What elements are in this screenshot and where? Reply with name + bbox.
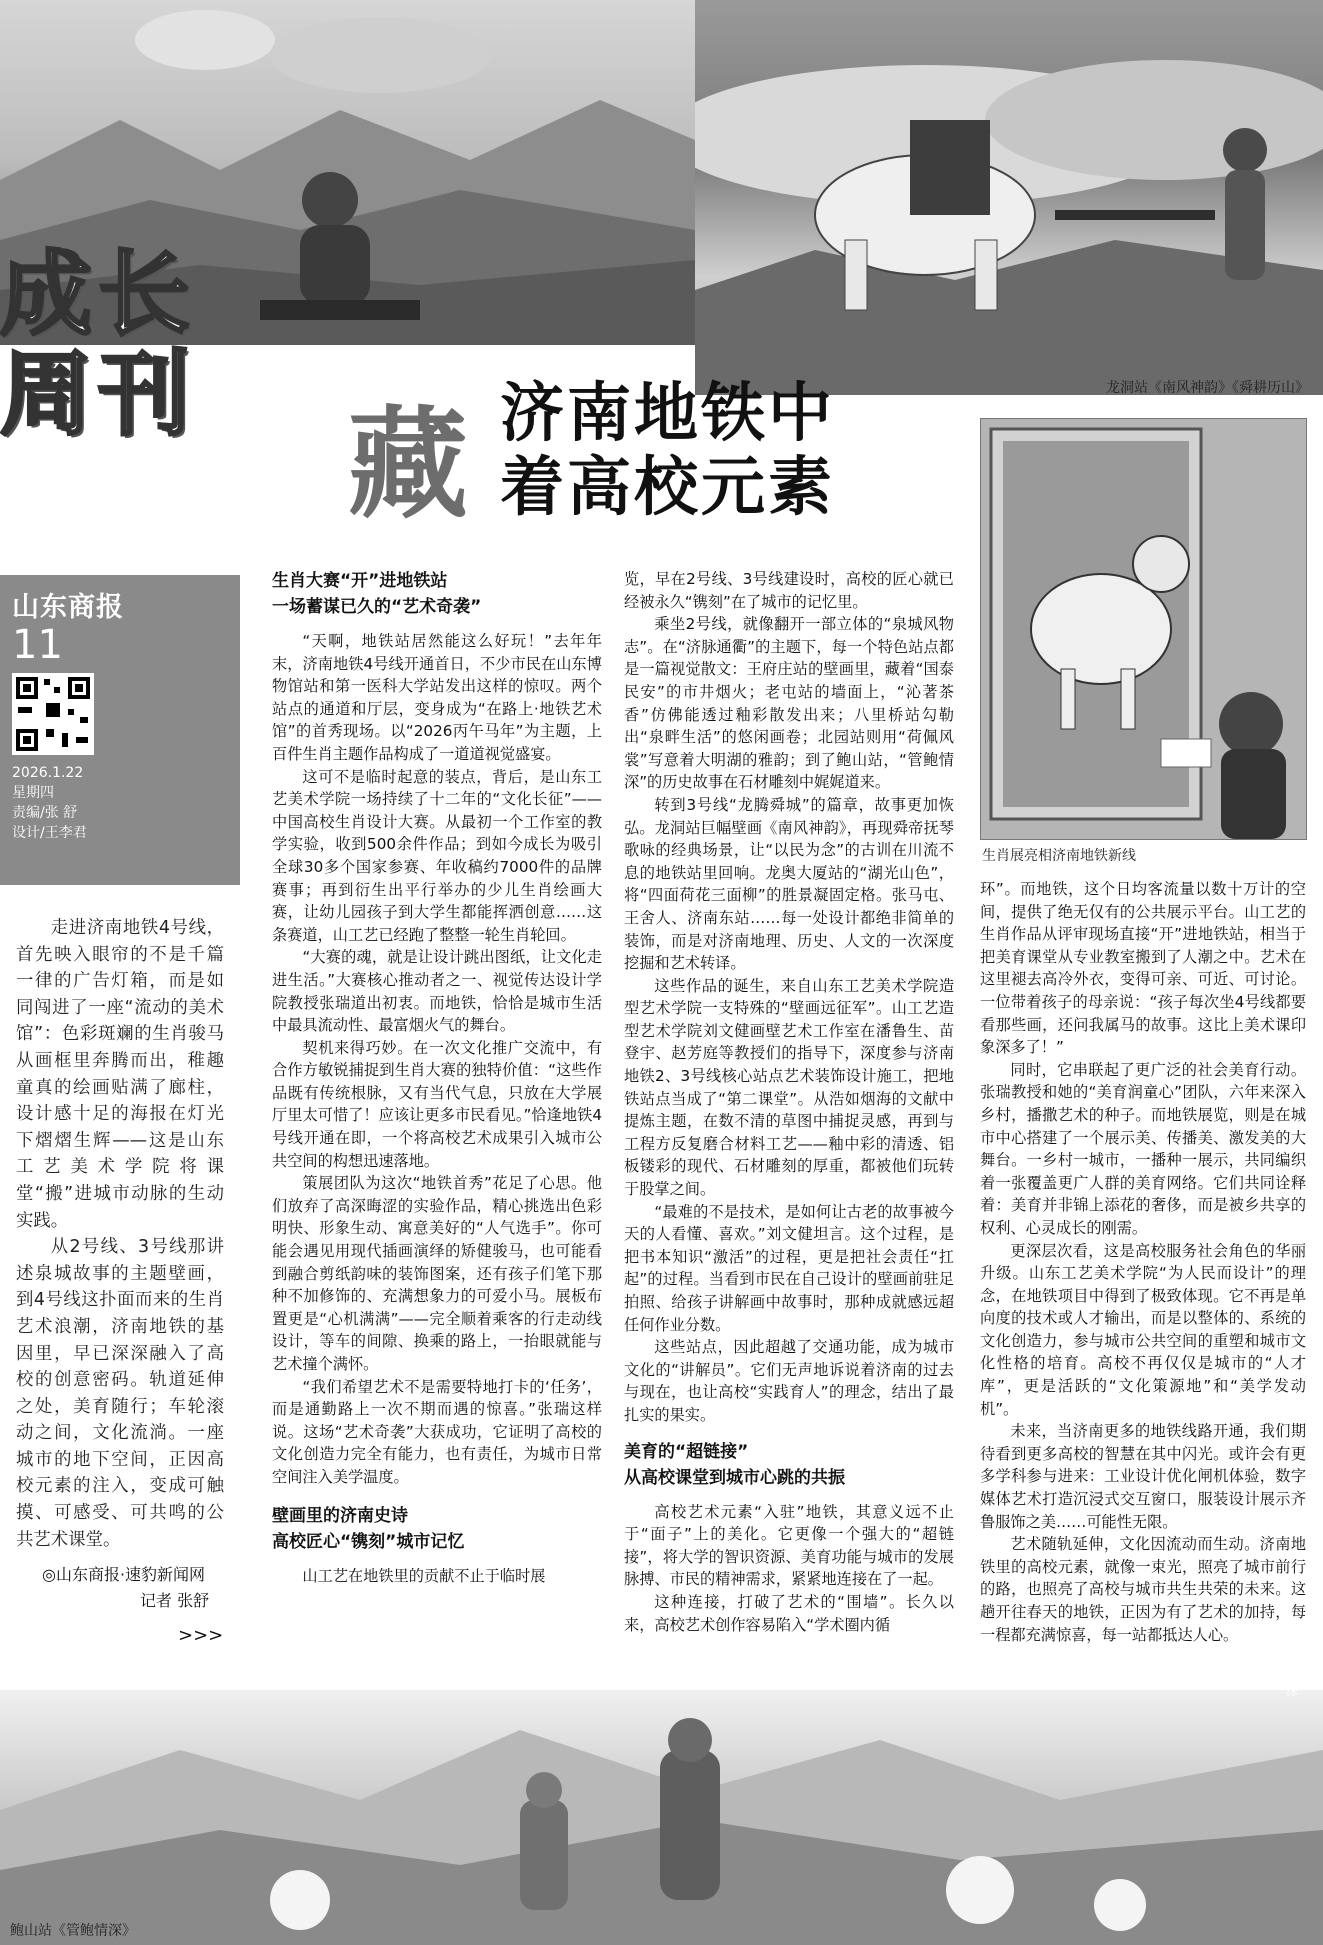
section3-paragraph: 同时，它串联起了更广泛的社会美育行动。张瑞教授和她的“美育润童心”团队，六年来深入乡村，播撒艺术的种子。而地铁展览，则是在城市中心搭建了一个展示美、传播美、激发美的大舞台。一乡村一城市，一播种一展示，共同编织着一张覆盖更广人群的美育网络。它们共同诠释着：美育并非锦上添花的奢侈，而是被乡共享的权利、心灵成长的刚需。 <box>980 1060 1306 1237</box>
section1-paragraph: “天啊，地铁站居然能这么好玩！”去年年末，济南地铁4号线开通首日，不少市民在山东博物馆站和第一医科大学站发出这样的惊叹。两个站点的通道和厅层，变身成为“在路上·地铁艺术馆”的首秀现场。以“2026丙午马年”为主题，上百件生肖主题作品构成了一道道视觉盛宴。 <box>272 632 602 763</box>
section1-paragraph: “我们希望艺术不是需要特地打卡的‘任务’，而是通勤路上一次不期而遇的惊喜。”张瑞这样说。这场“艺术奇袭”大获成功，它证明了高校的文化创造力完全有能力，也有责任，为城市日常空间注入美学温度。 <box>272 1377 602 1486</box>
caption-bottom-left: 鲍山站《管鲍情深》 <box>10 1923 136 1939</box>
mural-illustration-right <box>695 0 1323 395</box>
photo-zodiac-exhibit <box>980 418 1307 840</box>
paper-name: 山东商报 <box>12 592 124 623</box>
section3-paragraph: 高校艺术元素“入驻”地铁，其意义远不止于“面子”上的美化。它更像一个强大的“超链接”，将大学的智识资源、美育功能与城市的发展脉搏、市民的精神需求，紧紧地连接在了一起。 <box>624 1502 954 1589</box>
lead-credit-reporter: 记者 张舒 <box>140 1591 210 1610</box>
section3-paragraph: 这种连接，打破了艺术的“围墙”。长久以来，高校艺术创作容易陷入“学术圈内循 <box>624 1592 954 1634</box>
article-column-2 <box>624 568 954 1636</box>
section2-paragraph: 山工艺在地铁里的贡献不止于临时展 <box>302 1566 546 1585</box>
section3-paragraph: 环”。而地铁，这个日均客流量以数十万计的空间，提供了绝无仅有的公共展示平台。山工艺的生肖作品从评审现场直接“开”进地铁站，相当于把美育课堂从专业教室搬到了人潮之中。艺术在这里褪去高冷外衣，变得可亲、可近、可讨论。一位带着孩子的母亲说：“孩子每次坐4号线都要看那些画，还问我属马的故事。这比上美术课印象深多了！” <box>980 880 1306 1057</box>
issue-weekday: 星期四 <box>12 785 54 801</box>
lead-column <box>16 915 224 1553</box>
qr-code <box>12 673 94 755</box>
continue-arrows: >>> <box>178 1625 224 1646</box>
issue-date: 2026.1.22 <box>12 765 84 781</box>
section1-heading-line1: 生肖大赛“开”进地铁站 <box>272 571 448 591</box>
qr-code-icon <box>12 673 94 755</box>
bottom-mural <box>0 1690 1323 1945</box>
section1-paragraph: 这可不是临时起意的装点，背后，是山东工艺美术学院一场持续了十二年的“文化长征”——中国高校生肖设计大赛。从最初一个工作室的教学实验，收到500余件作品；到如今成长为吸引全球30多个国家参赛、年收稿约7000件的品牌赛事；再到衍生出平行举办的少儿生肖绘画大赛，让幼儿园孩子到大学生都能挥洒创意……这条赛道，山工艺已经跑了整整一轮生肖轮回。 <box>272 767 602 944</box>
masthead-title-line1: 成长 <box>0 241 197 348</box>
editor-credit: 责编/张 舒 <box>12 805 78 821</box>
caption-top-right: 龙洞站《南风神韵》《舜耕历山》 <box>1106 380 1309 396</box>
caption-vertical: 管鲍情深 <box>1286 1636 1299 1698</box>
section2-paragraph: 这些作品的诞生，来自山东工艺美术学院造型艺术学院一支特殊的“壁画远征军”。山工艺造型艺术学院刘文健画壁艺术工作室在潘鲁生、苗登宇、赵芳庭等教授们的指导下，深度参与济南地铁2、3号线核心站点艺术装饰设计施工，把地铁站点当成了“第二课堂”。从浩如烟海的文献中提炼主题，在数不清的草图中捕捉灵感，再到与工程方反复磨合材料工艺——釉中彩的清透、铝板镂彩的现代、石材雕刻的厚重，都被他们玩转于股掌之间。 <box>624 976 954 1199</box>
section1-paragraph: “大赛的魂，就是让设计跳出图纸，让文化走进生活。”大赛核心推动者之一、视觉传达设计学院教授张瑞道出初衷。而地铁，恰恰是城市生活中最具流动性、最富烟火气的舞台。 <box>272 948 602 1035</box>
section2-paragraph: 这些站点，因此超越了交通功能，成为城市文化的“讲解员”。它们无声地诉说着济南的过去与现在，也让高校“实践育人”的理念，结出了最扎实的果实。 <box>624 1338 954 1424</box>
headline-line2: 着高校元素 <box>500 451 835 525</box>
section3-heading-line2: 从高校课堂到城市心跳的共振 <box>624 1467 845 1488</box>
lead-paragraph: 走进济南地铁4号线，首先映入眼帘的不是千篇一律的广告灯箱，而是如同闯进了一座“流动的美术馆”：色彩斑斓的生肖骏马从画框里奔腾而出，稚趣童真的绘画贴满了廊柱，设计感十足的海报在灯光下熠熠生辉——这是山东工艺美术学院将课堂“搬”进城市动脉的生动实践。 <box>16 918 224 1231</box>
masthead-tagline: 最好的教育是一起成长 <box>14 461 175 479</box>
section1-paragraph: 策展团队为这次“地铁首秀”花足了心思。他们放弃了高深晦涩的实验作品，精心挑选出色彩明快、形象生动、寓意美好的“人气选手”。你可能会遇见用现代插画演绎的矫健骏马，也可能看到融合剪纸韵味的装饰图案，还有孩子们笔下那种不加修饰的、充满想象力的可爱小马。展板布置更是“心机满满”——完全顺着乘客的行走动线设计，等车的间隙、换乘的路上，一抬眼就能与艺术撞个满怀。 <box>272 1174 602 1373</box>
issue-info-box <box>0 575 240 885</box>
section2-paragraph: 转到3号线“龙腾舜城”的篇章，故事更加恢弘。龙洞站巨幅壁画《南风神韵》，再现舜帝抚琴歌咏的经典场景，让“以民为念”的古训在川流不息的地铁站里回响。龙奥大厦站的“湖光山色”，将“四面荷花三面柳”的胜景凝固定格。张马屯、王舍人、济南东站……每一处设计都绝非简单的装饰，而是对济南地理、历史、人文的一次深度挖掘和艺术转译。 <box>624 795 954 973</box>
section2-paragraph: “最难的不是技术，是如何让古老的故事被今天的人看懂、喜欢。”刘文健坦言。这个过程，是把书本知识“激活”的过程，更是把社会责任“扛起”的过程。当看到市民在自己设计的壁画前驻足拍照、给孩子讲解画中故事时，那种成就感远超任何作业分数。 <box>624 1202 954 1334</box>
headline-big-char: 藏 <box>348 394 468 535</box>
masthead-title-line2: 周刊 <box>0 341 197 448</box>
section3-paragraph: 更深层次看，这是高校服务社会角色的华丽升级。山东工艺美术学院“为人民而设计”的理念，在地铁项目中得到了极致体现。它不再是单向度的技术或人才输出，而是以整体的、系统的文化创造力，参与城市公共空间的重塑和城市文化性格的培育。高校不再仅仅是城市的“人才库”，更是活跃的“文化策源地”和“美学发动机”。 <box>980 1241 1306 1418</box>
headline-line1: 济南地铁中 <box>500 377 835 451</box>
section2-paragraph: 乘坐2号线，就像翻开一部立体的“泉城风物志”。在“济脉通衢”的主题下，每一个特色站点都是一篇视觉散文：王府庄站的壁画里，藏着“国泰民安”的市井烟火；老屯站的墙面上，“沁著茶香”仿佛能透过釉彩散发出来；八里桥站勾勒出“泉畔生活”的悠闲画卷；北园站则用“荷佩风裳”写意着大明湖的雅韵；到了鲍山站，“管鲍情深”的历史故事在石材雕刻中娓娓道来。 <box>624 615 954 792</box>
page-number: 11 <box>12 622 63 668</box>
caption-photo: 生肖展亮相济南地铁新线 <box>982 848 1136 864</box>
masthead <box>0 241 250 480</box>
mural-illustration-bottom <box>0 1690 1323 1945</box>
lead-credit-org: ◎山东商报·速豹新闻网 <box>42 1565 206 1584</box>
section3-heading-line1: 美育的“超链接” <box>624 1441 749 1462</box>
section2-heading-line2: 高校匠心“镌刻”城市记忆 <box>272 1531 465 1552</box>
photo-illustration <box>981 419 1306 839</box>
article-column-3 <box>980 878 1306 1646</box>
section2-paragraph: 览，早在2号线、3号线建设时，高校的匠心就已经被永久“镌刻”在了城市的记忆里。 <box>624 570 954 611</box>
article-column-1 <box>272 568 602 1587</box>
designer-credit: 设计/王李君 <box>12 825 87 841</box>
top-right-mural <box>695 0 1323 395</box>
section3-paragraph: 未来，当济南更多的地铁线路开通，我们期待看到更多高校的智慧在其中闪光。或许会有更多学科参与进来：工业设计优化闸机体验，数字媒体艺术打造沉浸式交互窗口，服装设计展示齐鲁服饰之美……可能性无限。 <box>980 1422 1306 1531</box>
lead-paragraph: 从2号线、3号线那讲述泉城故事的主题壁画，到4号线这扑面而来的生肖艺术浪潮，济南地铁的基因里，早已深深融入了高校的创意密码。轨道延伸之处，美育随行；车轮滚动之间，文化流淌。一座城市的地下空间，正因高校元素的注入，变成可触摸、可感受、可共鸣的公共艺术课堂。 <box>16 1237 224 1550</box>
section1-paragraph: 契机来得巧妙。在一次文化推广交流中，有合作方敏锐捕捉到生肖大赛的独特价值：“这些作品既有传统根脉，又有当代气息，只放在大学展厅里太可惜了！应该让更多市民看见。”恰逢地铁4号线开通在即，一个将高校艺术成果引入城市公共空间的构想迅速落地。 <box>272 1038 602 1170</box>
section2-heading-line1: 壁画里的济南史诗 <box>272 1505 408 1526</box>
section3-paragraph: 艺术随轨延伸，文化因流动而生动。济南地铁里的高校元素，就像一束光，照亮了城市前行的路，也照亮了高校与城市共生共荣的未来。这趟开往春天的地铁，正因为有了艺术的加持，每一程都充满惊喜，每一站都抵达人心。 <box>980 1535 1306 1644</box>
section1-heading-line2: 一场蓄谋已久的“艺术奇袭” <box>272 597 482 617</box>
